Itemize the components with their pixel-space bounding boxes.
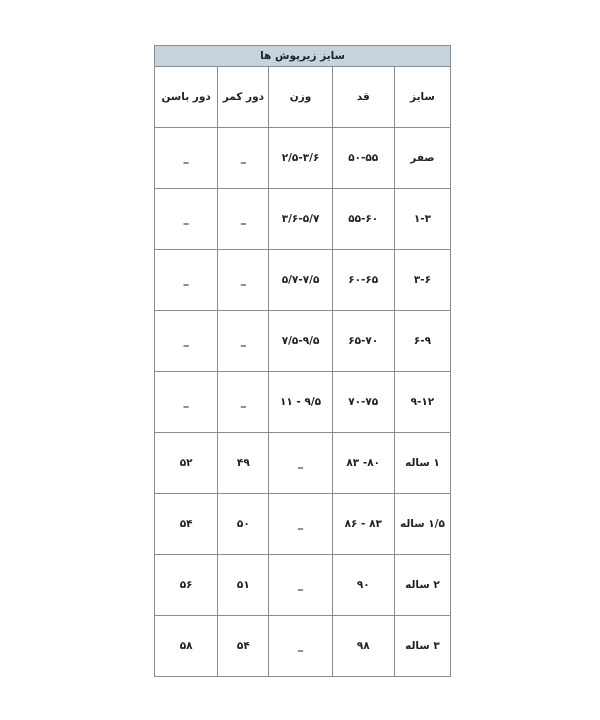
cell-hip: _ xyxy=(155,189,218,250)
cell-waist: ۴۹ xyxy=(218,433,269,494)
cell-waist: ۵۱ xyxy=(218,555,269,616)
cell-weight: ۳/۶-۵/۷ xyxy=(269,189,332,250)
cell-height: ۸۳ - ۸۶ xyxy=(332,494,394,555)
table-row xyxy=(155,189,451,250)
size-chart-table xyxy=(154,45,451,677)
cell-hip: _ xyxy=(155,372,218,433)
header-weight: وزن xyxy=(269,67,332,128)
cell-height: ۶۵-۷۰ xyxy=(332,311,394,372)
cell-size: ۹-۱۲ xyxy=(394,372,450,433)
header-size: سایز xyxy=(394,67,450,128)
table-row xyxy=(155,250,451,311)
cell-hip: ۵۸ xyxy=(155,616,218,677)
cell-height: ۹۰ xyxy=(332,555,394,616)
table-row xyxy=(155,433,451,494)
cell-size: ۳-۶ xyxy=(394,250,450,311)
cell-height: ۶۰-۶۵ xyxy=(332,250,394,311)
cell-height: ۸۰- ۸۳ xyxy=(332,433,394,494)
cell-waist: ۵۴ xyxy=(218,616,269,677)
cell-size: ۲ ساله xyxy=(394,555,450,616)
cell-height: ۵۰-۵۵ xyxy=(332,128,394,189)
cell-size: ۱-۳ xyxy=(394,189,450,250)
cell-weight: _ xyxy=(269,616,332,677)
table-row xyxy=(155,494,451,555)
table-body xyxy=(155,128,451,677)
cell-hip: _ xyxy=(155,311,218,372)
table-row xyxy=(155,128,451,189)
cell-weight: _ xyxy=(269,494,332,555)
table-row xyxy=(155,616,451,677)
cell-size: ۱/۵ ساله xyxy=(394,494,450,555)
table-title: سایز زیرپوش ها xyxy=(155,46,451,67)
table-row xyxy=(155,311,451,372)
header-height: قد xyxy=(332,67,394,128)
cell-weight: ۷/۵-۹/۵ xyxy=(269,311,332,372)
cell-weight: ۵/۷-۷/۵ xyxy=(269,250,332,311)
cell-size: ۶-۹ xyxy=(394,311,450,372)
cell-waist: _ xyxy=(218,128,269,189)
table-row xyxy=(155,372,451,433)
cell-hip: _ xyxy=(155,128,218,189)
cell-size: ۳ ساله xyxy=(394,616,450,677)
cell-size: ۱ ساله xyxy=(394,433,450,494)
table-title-row xyxy=(155,46,451,67)
cell-weight: ۲/۵-۳/۶ xyxy=(269,128,332,189)
cell-hip: ۵۶ xyxy=(155,555,218,616)
table-header-row xyxy=(155,67,451,128)
cell-waist: _ xyxy=(218,372,269,433)
cell-height: ۷۰-۷۵ xyxy=(332,372,394,433)
cell-height: ۵۵-۶۰ xyxy=(332,189,394,250)
cell-weight: _ xyxy=(269,555,332,616)
cell-size: صفر xyxy=(394,128,450,189)
cell-waist: ۵۰ xyxy=(218,494,269,555)
cell-weight: ۹/۵ - ۱۱ xyxy=(269,372,332,433)
cell-hip: ۵۲ xyxy=(155,433,218,494)
cell-height: ۹۸ xyxy=(332,616,394,677)
cell-weight: _ xyxy=(269,433,332,494)
cell-waist: _ xyxy=(218,189,269,250)
table-row xyxy=(155,555,451,616)
cell-waist: _ xyxy=(218,250,269,311)
cell-hip: ۵۴ xyxy=(155,494,218,555)
header-hip: دور باسن xyxy=(155,67,218,128)
header-waist: دور کمر xyxy=(218,67,269,128)
cell-waist: _ xyxy=(218,311,269,372)
cell-hip: _ xyxy=(155,250,218,311)
